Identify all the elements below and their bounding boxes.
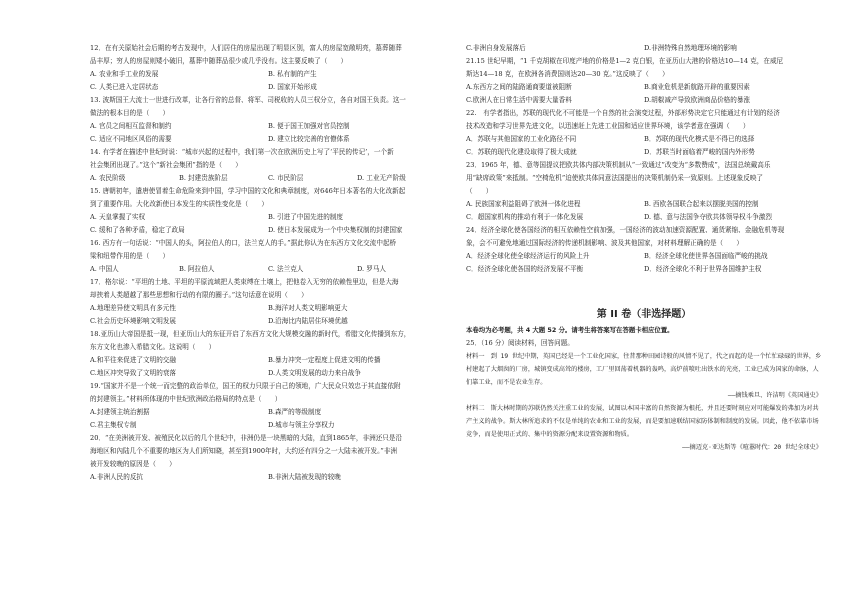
option-c: C.欧洲人在日常生活中需要大量香料 <box>466 96 572 104</box>
option-b: B.海洋对人类文明影响更大 <box>268 304 348 312</box>
option-d: D. 国家开始形成 <box>268 83 317 91</box>
option-c: C.君主集权专制 <box>90 421 137 429</box>
question-stem: 16. 西方有一句话说：“中国人的头，阿拉伯人的口，法兰克人的手。”据此你认为在东西方文化交流中起桥 <box>90 239 397 247</box>
question-stem: 却挟着人类超越了那些思想和行动的有限的圈子。”这句话意在说明（ ） <box>90 291 308 299</box>
option-d: D. 使日本发展成为一个中央集权制的封建国家 <box>268 226 403 234</box>
option-a: A．苏联与其他国家的工业化路径不同 <box>466 135 577 143</box>
right-column <box>466 42 822 454</box>
option-c: C.非洲自身发展落后 <box>466 44 526 52</box>
option-c: C.社会历史环境影响文明发展 <box>90 317 177 325</box>
option-b: B. 引进了中国先进的制度 <box>268 213 343 221</box>
option-a: A.东西方之间的陆路通商要道被阻断 <box>466 83 572 91</box>
option-b: B.商业危机是新航路开辟的重要因素 <box>644 83 750 91</box>
option-d: D．苏联当时面临着严峻的国内外形势 <box>644 148 755 156</box>
option-b: B.暴力冲突一定程度上促进文明的传播 <box>268 356 381 364</box>
question-stem: 22. 有学者指出，苏联的现代化不可能是一个自然的社会演变过程，外部形势决定它只能通过有计划的经济 <box>466 109 780 117</box>
question-stem: 21.15 世纪早期，“1 千克胡椒在印度产地的价格是1—2 克白银，在亚历山大港的价格达10—14 克，在威尼 <box>466 57 784 65</box>
option-d: D. 工业无产阶级 <box>357 174 406 182</box>
question-stem: 社会集团出现了。”这个“新社会集团”指的是（ ） <box>90 161 242 169</box>
option-c: C．苏联的现代化建设取得了极大成就 <box>466 148 577 156</box>
question-stem: 的封建领主。”材料所体现的中世纪欧洲政治格局的特点是（ ） <box>90 395 282 403</box>
option-a: A.非洲人民的反抗 <box>90 473 144 481</box>
question-15 <box>90 185 446 237</box>
question-stem: 被开发较晚的原因是（ ） <box>90 460 176 468</box>
question-19 <box>90 380 446 432</box>
section-title: 第 II 卷（非选择题） <box>596 309 692 320</box>
question-stem: 用“缺席政策”来抵制。“空椅危机”迫使欧共体同意法国提出的决策机制仍采一致原则。上述现象反映了 <box>466 174 764 182</box>
option-a: A. 农民阶级 <box>90 174 126 182</box>
option-d: D.胡椒减产导致欧洲商品价格的暴涨 <box>644 96 751 104</box>
question-stem: 象，会不可避免地通过国际经济的传递机制影响、波及其他国家，对材料理解正确的是（ ） <box>466 239 743 247</box>
option-c: C．经济全球化使各国的经济发展不平衡 <box>466 265 584 273</box>
question-stem: 东方文化也渗入希腊文化。这说明（ ） <box>90 343 216 351</box>
question-stem: 13. 波斯国王大流士一世进行改革，让各行省的总督、将军、司税收的人员三权分立，各自对国王负责。这一 <box>90 96 406 104</box>
material-two <box>466 402 822 441</box>
option-a: A. 中国人 <box>90 265 119 273</box>
option-d: D.城市与领主分享权力 <box>268 421 335 429</box>
question-18 <box>90 328 446 380</box>
option-b: B.森严的等级制度 <box>268 408 322 416</box>
question-stem: 18.亚历山大帝国是抵一现，但亚历山大的东征开启了东西方文化大规模交融的新时代，希腊文化传播到东方， <box>90 330 411 338</box>
question-stem: 到了重要作用。大化改新使日本发生的实质性变化是（ ） <box>90 200 269 208</box>
question-17 <box>90 276 446 328</box>
question-stem: 技术改造和学习世界先进文化，以迅速赶上先进工业国和适应世界环境，该学者意在强调（ ） <box>466 122 750 130</box>
question-12 <box>90 42 446 94</box>
option-b: B. 私有制的产生 <box>268 70 317 78</box>
material-source: ——摘迈克·亚达斯等《喧嚣时代：20 世纪全球史》 <box>682 444 822 451</box>
left-column <box>90 42 446 484</box>
material-label: 材料二 <box>466 405 485 412</box>
question-stem: 14. 有学者在描述中世纪时说：“城市兴起的过程中，我们第一次在欧洲历史上写了‘平民的传记’，一个新 <box>90 148 394 156</box>
question-stem: 12．在有关原始社会后期的考古发现中，人们居住的房屋出现了明显区别，富人的房屋宽敞明亮，墓葬随葬 <box>90 44 402 52</box>
question-21 <box>466 55 822 107</box>
question-24 <box>466 224 822 276</box>
question-stem: 斯达14—18 克，在欧洲各消费国则达20—30 克。”这反映了（ ） <box>466 70 669 78</box>
option-c: C. 法兰克人 <box>268 265 304 273</box>
material-text: 斯大林时期的苏联仍然关注重工业的发展，试图以本国丰富的自然资源为根托，并且还要时刻应对可能爆发的弗加为对共产主义的战争。斯大林所追求的不仅是单纯的农业和工业的发展，而是要加速联结国家防体制和制度的发展。因此，他不依靠市场竞争，而是使用正式的、集中的资源分配来设置资源和物质。 <box>466 405 819 438</box>
question-25 <box>466 337 822 454</box>
question-13 <box>90 94 446 146</box>
option-b: B. 阿拉伯人 <box>179 265 215 273</box>
question-stem: 15. 唐朝初年，遣唐使冒着生命危险来到中国，学习中国的文化和典章制度，对646年日本著名的大化改新起 <box>90 187 406 195</box>
option-a: A．经济全球化使全球经济运行的风险上升 <box>466 252 590 260</box>
option-b: B.非洲大陆被发现的较晚 <box>268 473 341 481</box>
option-a: A.地理差异使文明具有多元性 <box>90 304 176 312</box>
section-instructions: 本卷均为必考题，共 4 大题 52 分。请考生将答案写在答题卡相应位置。 <box>466 326 674 334</box>
option-a: A. 天皇掌握了实权 <box>90 213 146 221</box>
question-stem: 品丰厚；穷人的房屋则矮小破旧，墓葬中随葬品很少或几乎没有。这主要反映了（ ） <box>90 57 348 65</box>
option-a: A. 民族国家利益阻碍了欧洲一体化进程 <box>466 200 581 208</box>
option-c: C. 人类已进入定居状态 <box>90 83 159 91</box>
question-14 <box>90 146 446 185</box>
option-a: A.封建领主统治割据 <box>90 408 150 416</box>
option-b: B．苏联的现代化模式是不得已的选择 <box>644 135 755 143</box>
question-stem: 梁和纽带作用的是（ ） <box>90 252 170 260</box>
option-d: D.非洲特殊自然地理环境的影响 <box>644 44 737 52</box>
question-stem: 20．“在美洲被开发、被殖民化以后的几个世纪中，非洲仍是一块黑暗的大陆，直到1865年，非洲还只是沿 <box>90 434 403 442</box>
option-d: D.人类文明发展的动力来自战争 <box>268 369 361 377</box>
question-23 <box>466 159 822 224</box>
question-stem: 19.“国家并不是一个统一而完整的政治单位，国王的权力只限于自己的领地，广大民众只效忠于其直接依附 <box>90 382 401 390</box>
option-b: B. 封建贵族阶层 <box>179 174 228 182</box>
material-source: ——摘钱乘旦、许洁明《英国通史》 <box>727 392 822 399</box>
question-stem: 17．格尔说：“平坦的土地、平坦的平原流域把人类束缚在土壤上，把他卷入无穷的依赖性里边，但是大海 <box>90 278 399 286</box>
option-c: C．超国家机构的推动有利于一体化发展 <box>466 213 584 221</box>
question-16 <box>90 237 446 276</box>
option-a: A.和平往来促进了文明的交融 <box>90 356 176 364</box>
option-c: C. 市民阶层 <box>268 174 304 182</box>
question-stem: 25．（16 分）阅读材料，回答问题。 <box>466 339 574 347</box>
option-c: C. 适应不同地区风俗的需要 <box>90 135 172 143</box>
option-b: B. 西欧各国联合起来以摆脱美国的控制 <box>644 200 759 208</box>
option-b: B. 便于国王加强对官员控制 <box>268 122 350 130</box>
question-22 <box>466 107 822 159</box>
material-label: 材料一 <box>466 353 485 360</box>
option-d: D．经济全球化不利于世界各国维护主权 <box>644 265 762 273</box>
option-b: B．经济全球化使世界各国面临严峻的挑战 <box>644 252 768 260</box>
option-c: C.地区冲突导致了文明的衰落 <box>90 369 177 377</box>
question-20 <box>90 432 446 484</box>
question-stem: （ ） <box>466 187 493 195</box>
option-d: D.沿海比内陆居住环境优越 <box>268 317 348 325</box>
material-text: 到 19 世纪中期，英国已经是一个工业化国家，往昔那种田园诗般的风情不见了，代之而起的是一个忙忙碌碌的世界，乡村建起了大烟囱的厂房，城镇变成高耸的楼房，工厂里回荡着机器的轰鸣，高炉前喷吐出铁水的光亮，工业已成为国家的命脉，人们靠工业，而不是农业生存。 <box>466 353 822 386</box>
option-a: A. 官员之间相互监督和制约 <box>90 122 172 130</box>
question-20-continued <box>466 42 822 55</box>
option-a: A. 农业和手工业的发展 <box>90 70 159 78</box>
option-d: D. 德、意与法国争夺欧共体领导权斗争激烈 <box>644 213 772 221</box>
question-stem: 23．1965 年，德、意等国提议把欧共体内部决策机制从“一致通过”改变为“多数赞成”，法国总统戴高乐 <box>466 161 771 169</box>
question-stem: 海地区和內陆几个不重要的地区为人们所知晓，甚至到1900年时，大约还有四分之一大陆未被开发。”非洲 <box>90 447 397 455</box>
option-d: D. 建立比较完善的官僚体系 <box>268 135 350 143</box>
material-one <box>466 350 822 389</box>
question-stem: 做法的根本目的是（ ） <box>90 109 170 117</box>
option-d: D. 罗马人 <box>357 265 387 273</box>
question-stem: 24．经济全球化使各国经济的相互依赖性空前加强，一国经济的波动加速资源配置、通货紧缩、金融危机等现 <box>466 226 785 234</box>
option-c: C. 缓和了各种矛盾，稳定了政局 <box>90 226 185 234</box>
